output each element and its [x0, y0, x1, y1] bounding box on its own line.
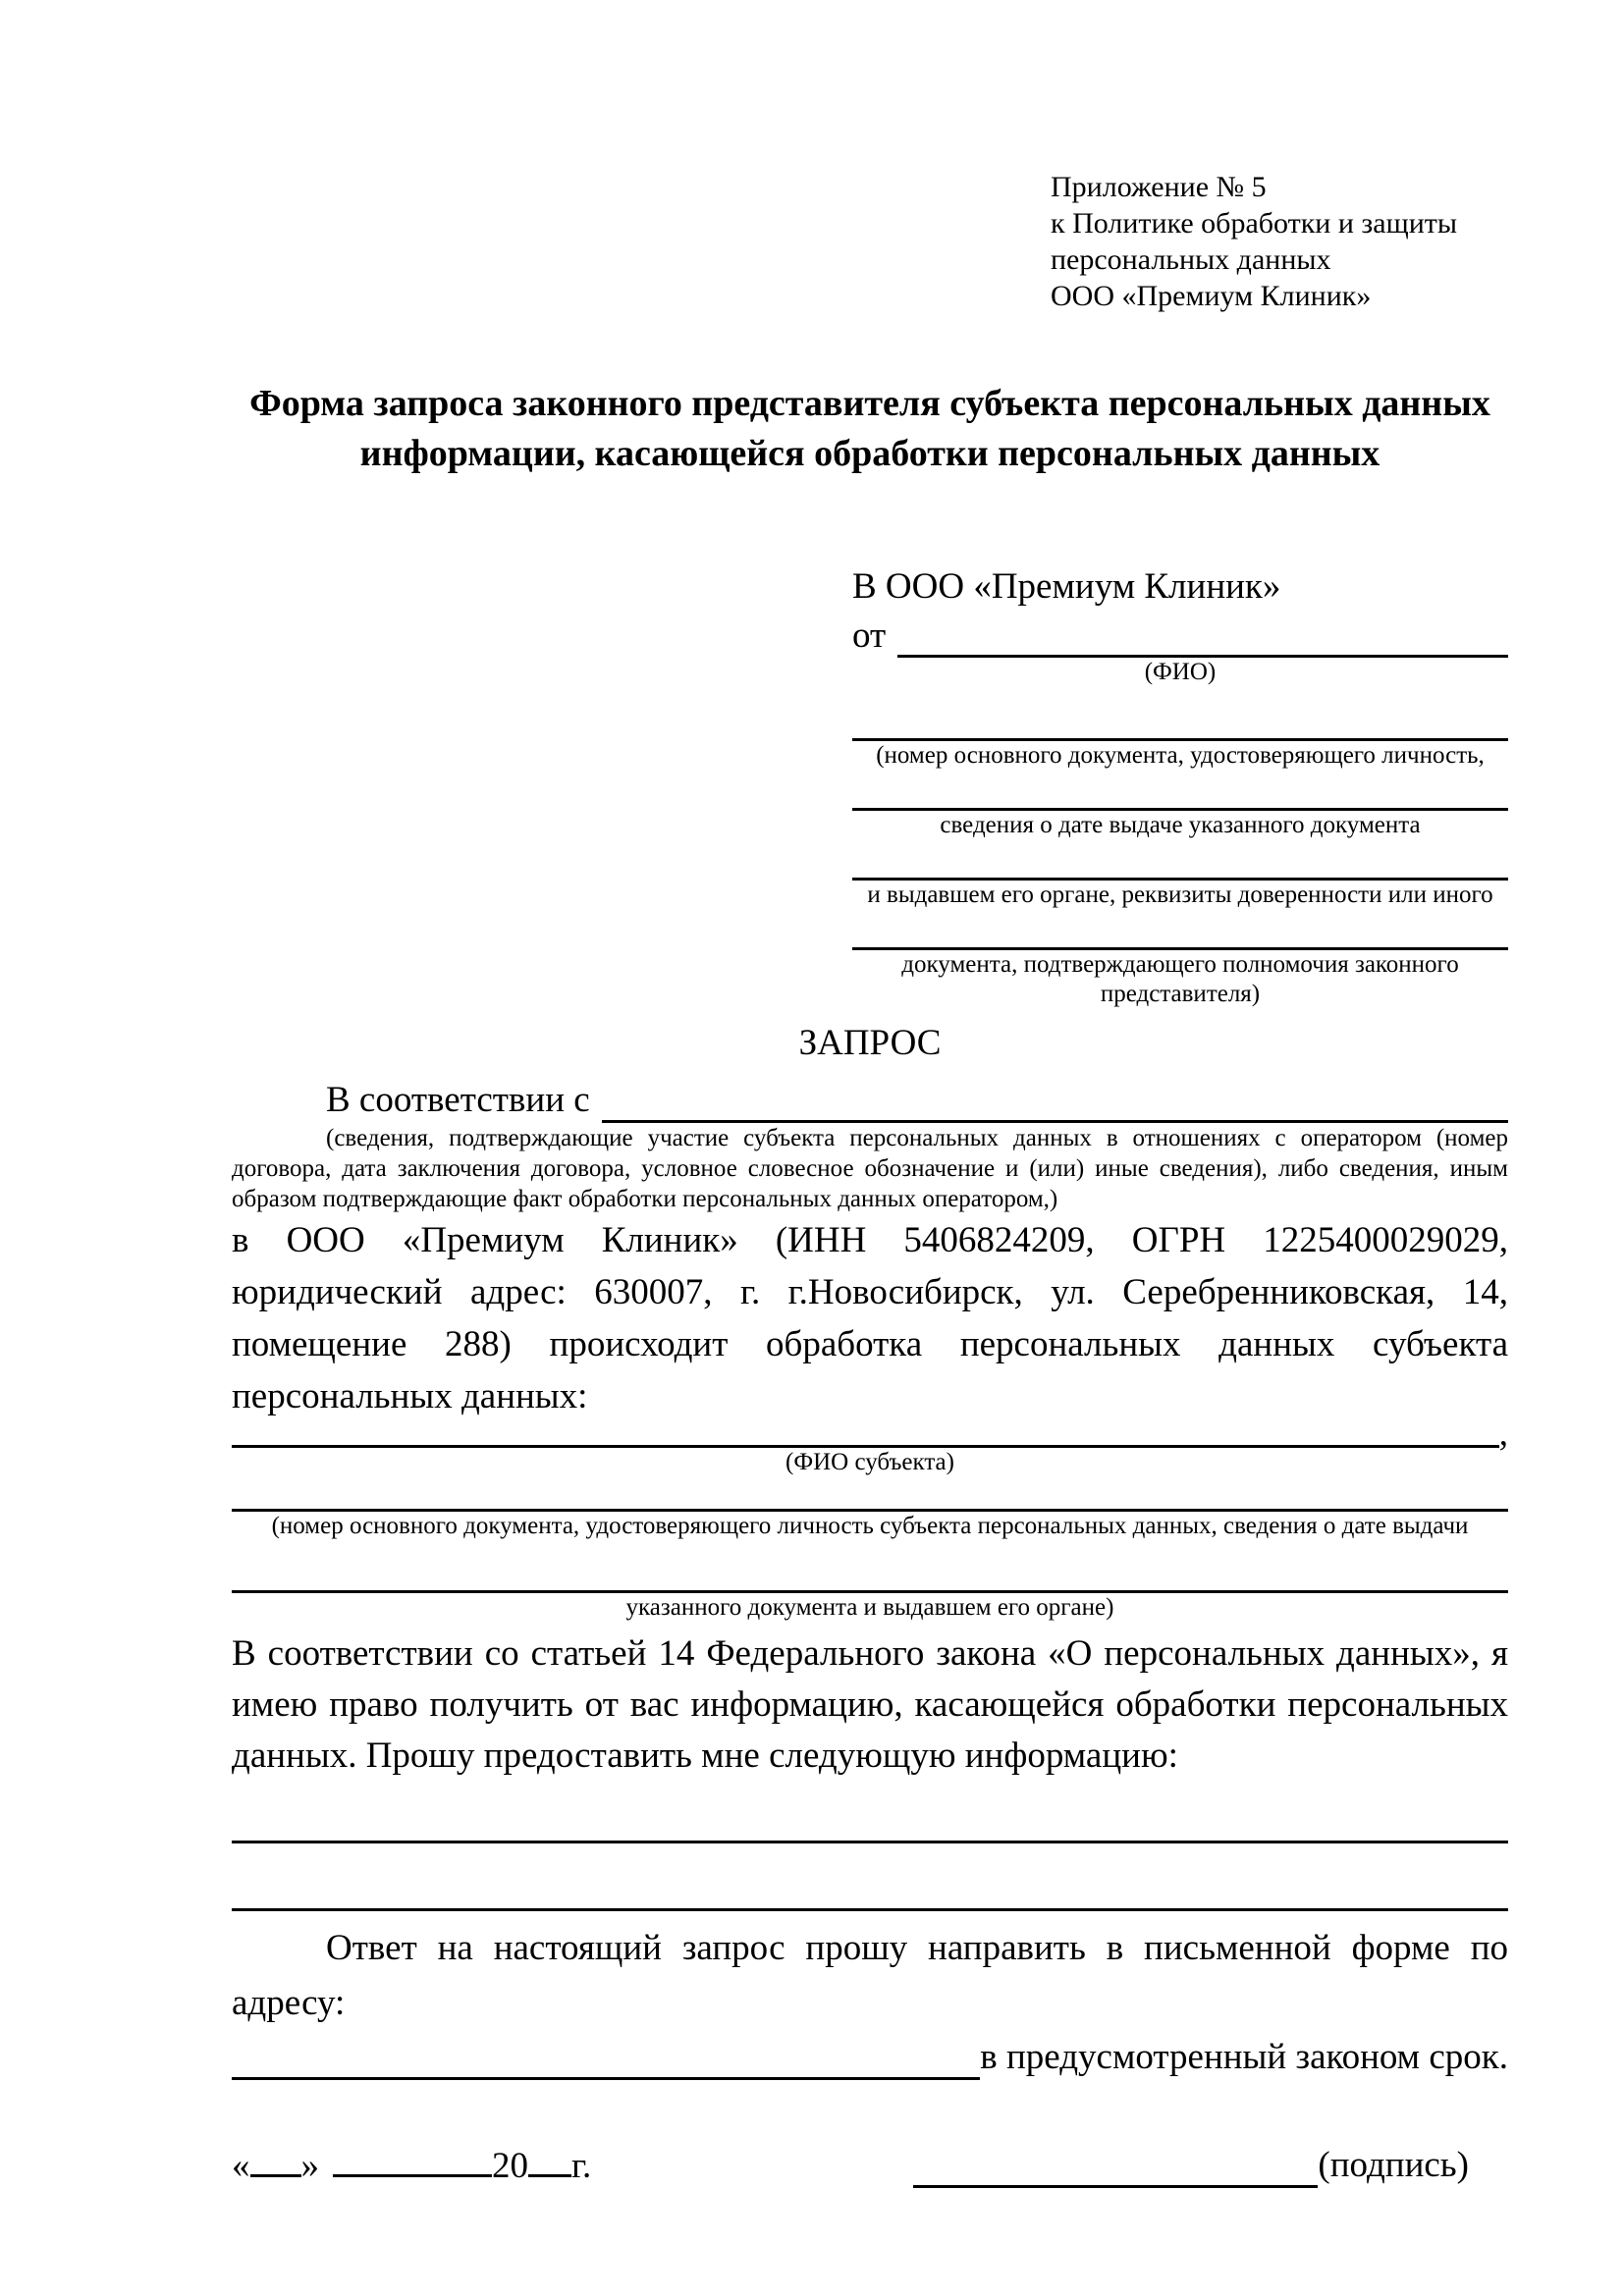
answer-paragraph: Ответ на настоящий запрос прошу направить в письменной форме по адресу:: [232, 1928, 1508, 2023]
blank-caption: (номер основного документа, удостоверяющего личность,: [876, 742, 1485, 769]
year-prefix: 20: [492, 2146, 528, 2186]
blank-line: [852, 910, 1508, 950]
accordance-row: [232, 1072, 1508, 1123]
law-paragraph: В соответствии со статьей 14 Федерального закона «О персональных данных», я имею право получить от вас информацию, касающейся обработки персональных данных. Прошу предоставить мне следующую информацию:: [232, 1633, 1508, 1776]
answer-address-row: [232, 2031, 1508, 2080]
blank-caption: и выдавшем его органе, реквизиты доверенности или иного: [867, 881, 1493, 908]
signature-group: [913, 2143, 1469, 2188]
addressee-company: В ООО «Премиум Клиник»: [852, 566, 1281, 607]
blank-line: [852, 771, 1508, 811]
appendix-line: к Политике обработки и защиты: [1051, 207, 1458, 240]
date-signature-row: [232, 2141, 1508, 2188]
year-suffix: г.: [571, 2146, 592, 2186]
year-blank-line: [528, 2141, 571, 2177]
signature-caption: (подпись): [1318, 2145, 1469, 2185]
date-close-quote: »: [300, 2146, 319, 2186]
blank-caption: документа, подтверждающего полномочия законного представителя): [901, 951, 1459, 1007]
doc-caption: (номер основного документа, удостоверяющего личность субъекта персональных данных, сведения о дате выдачи: [271, 1513, 1469, 1539]
blank-line: [232, 1843, 1508, 1911]
fio-subject-blank-line: [232, 1425, 1499, 1448]
appendix-line: ООО «Премиум Клиник»: [1051, 280, 1372, 312]
month-blank-line: [333, 2141, 492, 2177]
from-label: от: [852, 615, 887, 656]
document-title: [232, 379, 1508, 479]
address-blank-line: [232, 2038, 980, 2080]
accordance-label: В соответствии с: [326, 1080, 590, 1120]
blank-line: [232, 1782, 1508, 1843]
blank-line: [232, 1477, 1508, 1512]
addressee-block: [852, 563, 1508, 1009]
fio-subject-caption: (ФИО субъекта): [785, 1449, 954, 1475]
date-group: [232, 2141, 591, 2188]
day-blank-line: [250, 2141, 301, 2177]
appendix-line: Приложение № 5: [1051, 171, 1267, 203]
from-blank-line: [897, 615, 1508, 658]
document-title-line: Форма запроса законного представителя субъекта персональных данных: [249, 383, 1490, 424]
appendix-line: персональных данных: [1051, 243, 1331, 276]
accordance-caption: (сведения, подтверждающие участие субъекта персональных данных в отношениях с оператором (номер договора, дата заключения договора, условное словесное обозначение и (или) иные сведения), либо сведения, иным образом подтверждающие факт обработки персональных данных оператором,): [232, 1125, 1508, 1212]
blank-line: [232, 1541, 1508, 1593]
from-row: [852, 611, 1508, 658]
blank-line: [852, 687, 1508, 741]
appendix-block: [1051, 169, 1463, 314]
document-title-line: информации, касающейся обработки персональных данных: [359, 433, 1380, 474]
signature-blank-line: [913, 2146, 1318, 2188]
date-open-quote: «: [232, 2146, 250, 2186]
trailing-comma: ,: [1498, 1414, 1508, 1454]
operator-paragraph: в ООО «Премиум Клиник» (ИНН 5406824209, ОГРН 1225400029029, юридический адрес: 630007, г. г.Новосибирск, ул. Серебренниковская, 14, помещение 288) происходит обработка персональных данных субъекта персональных данных:: [232, 1220, 1508, 1416]
fio-subject-row: [232, 1414, 1508, 1454]
request-heading: ЗАПРОС: [798, 1023, 942, 1063]
accordance-blank-line: [602, 1079, 1508, 1123]
answer-suffix: в предусмотренный законом срок.: [980, 2037, 1508, 2077]
fio-caption: (ФИО): [1144, 659, 1217, 685]
blank-caption: сведения о дате выдаче указанного документа: [940, 812, 1421, 838]
blank-line: [852, 840, 1508, 881]
doc-caption: указанного документа и выдавшем его органе): [625, 1594, 1114, 1621]
